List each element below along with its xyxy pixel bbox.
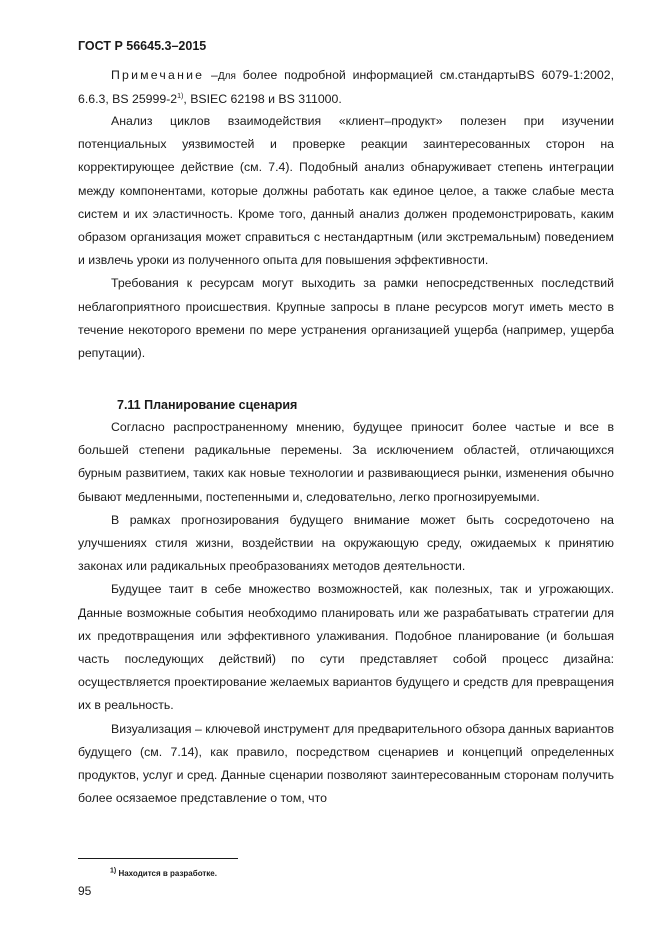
paragraph: Анализ циклов взаимодействия «клиент–продукт» полезен при изучении потенциальных уязвимостей и проверке реакции заинтересованных сторон на корректирующее действие (см. 7.4). Подобный анализ обнаруживает степень интеграции между компонентами, которые должны работать как единое целое, а также слабые места систем и их эластичность. Кроме того, данный анализ должен продемонстрировать, каким образом организация может справиться с нестандартным (или экстремальным) поведением и извлечь уроки из полученного опыта для повышения эффективности.	[78, 114, 614, 268]
footnote-marker: 1)	[110, 867, 117, 875]
footnote-divider	[78, 858, 238, 859]
body-text-bottom	[78, 416, 614, 810]
note-dash: –	[204, 68, 218, 82]
paragraph: Согласно распространенному мнению, будущее приносит более частые и все в большей степени радикальные перемены. За исключением областей, отличающихся бурным развитием, таких как новые технологии и развивающиеся рынки, изменения обычно бывают медленными, постепенными и, следовательно, легко прогнозируемыми.	[78, 420, 614, 504]
note-small-word: Для	[217, 71, 236, 82]
note-text: более подробной информацией см.стандартыBS 6079-1:2002, 6.6.3, BS 25999-2	[78, 68, 614, 107]
note-block	[78, 64, 614, 111]
note-label: Примечание	[111, 68, 205, 82]
paragraph: Визуализация – ключевой инструмент для предварительного обзора данных вариантов будущего (см. 7.14), как правило, посредством сценариев и концепций определенных продуктов, услуг и сред. Данные сценарии позволяют заинтересованным сторонам получить более осязаемое представление о том, что	[78, 721, 614, 806]
note-text-end: , BSIEC 62198 и BS 311000.	[183, 92, 342, 107]
body-text-top	[78, 110, 614, 365]
footnote	[110, 869, 217, 878]
page-number: 95	[78, 884, 92, 898]
paragraph: В рамках прогнозирования будущего внимание может быть сосредоточено на улучшениях стиля жизни, воздействии на окружающую среду, ожидаемых к принятию законах или радикальных преобразованиях методов деятельности.	[78, 512, 614, 574]
paragraph: Требования к ресурсам могут выходить за рамки непосредственных последствий неблагоприятного происшествия. Крупные запросы в плане ресурсов могут иметь место в течение некоторого времени по мере устранения организацией ущерба (например, ущерба репутации).	[78, 276, 614, 361]
footnote-ref: 1)	[177, 93, 184, 101]
note-paragraph	[78, 64, 614, 111]
footnote-text: Находится в разработке.	[116, 869, 217, 878]
section-heading: 7.11 Планирование сценария	[117, 398, 298, 412]
standard-header: ГОСТ Р 56645.3–2015	[78, 39, 207, 53]
paragraph: Будущее таит в себе множество возможностей, как полезных, так и угрожающих. Данные возможные события необходимо планировать или же разрабатывать стратегии для их предотвращения или эффективного улаживания. Подобное планирование (и большая часть последующих действий) по сути представляет собой процесс дизайна: осуществляется проектирование желаемых вариантов будущего и средств для превращения их в реальность.	[78, 582, 614, 713]
